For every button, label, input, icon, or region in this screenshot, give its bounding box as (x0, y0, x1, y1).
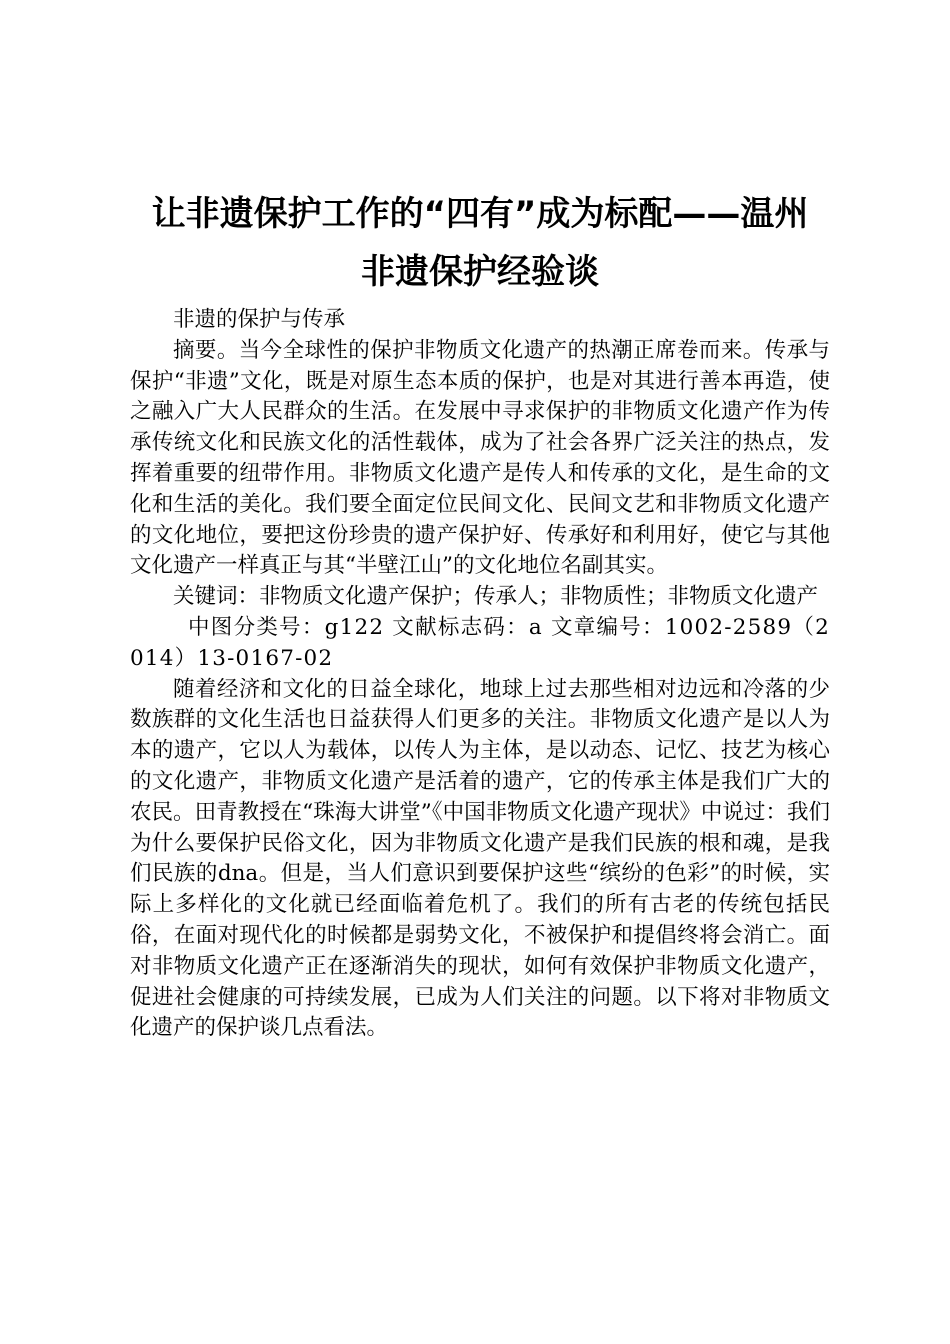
title-line-2: 非遗保护经验谈 (361, 252, 599, 292)
body-paragraph: 随着经济和文化的日益全球化，地球上过去那些相对边远和冷落的少数族群的文化生活也日益获得人们更多的关注。非物质文化遗产是以人为本的遗产，它以人为载体，以传人为主体，是以动态、记忆、技艺为核心的文化遗产，非物质文化遗产是活着的遗产，它的传承主体是我们广大的农民。田青教授在“珠海大讲堂”《中国非物质文化遗产现状》中说过：我们为什么要保护民俗文化，因为非物质文化遗产是我们民族的根和魂，是我们民族的dna。但是，当人们意识到要保护这些“缤纷的色彩”的时候，实际上多样化的文化就已经面临着危机了。我们的所有古老的传统包括民俗，在面对现代化的时候都是弱势文化，不被保护和提倡终将会消亡。面对非物质文化遗产正在逐渐消失的现状，如何有效保护非物质文化遗产，促进社会健康的可持续发展，已成为人们关注的问题。以下将对非物质文化遗产的保护谈几点看法。 (130, 676, 830, 1041)
section-heading: 非遗的保护与传承 (173, 307, 346, 332)
keywords-paragraph: 关键词：非物质文化遗产保护；传承人；非物质性；非物质文化遗产 (173, 584, 819, 610)
document-body (130, 305, 830, 1044)
classification-paragraph: 中图分类号：g122 文献标志码：a 文章编号：1002-2589（2014）13-0167-02 (130, 614, 830, 671)
document-title (130, 0, 830, 301)
abstract-paragraph: 摘要。当今全球性的保护非物质文化遗产的热潮正席卷而来。传承与保护“非遗”文化，既是对原生态本质的保护，也是对其进行善本再造，使之融入广大人民群众的生活。在发展中寻求保护的非物质文化遗产作为传承传统文化和民族文化的活性载体，成为了社会各界广泛关注的热点，发挥着重要的纽带作用。非物质文化遗产是传人和传承的文化，是生命的文化和生活的美化。我们要全面定位民间文化、民间文艺和非物质文化遗产的文化地位，要把这份珍贵的遗产保护好、传承好和利用好，使它与其他文化遗产一样真正与其“半壁江山”的文化地位名副其实。 (130, 337, 830, 579)
title-line-1: 让非遗保护工作的“四有”成为标配——温州 (151, 194, 809, 234)
document-page (130, 0, 830, 1044)
